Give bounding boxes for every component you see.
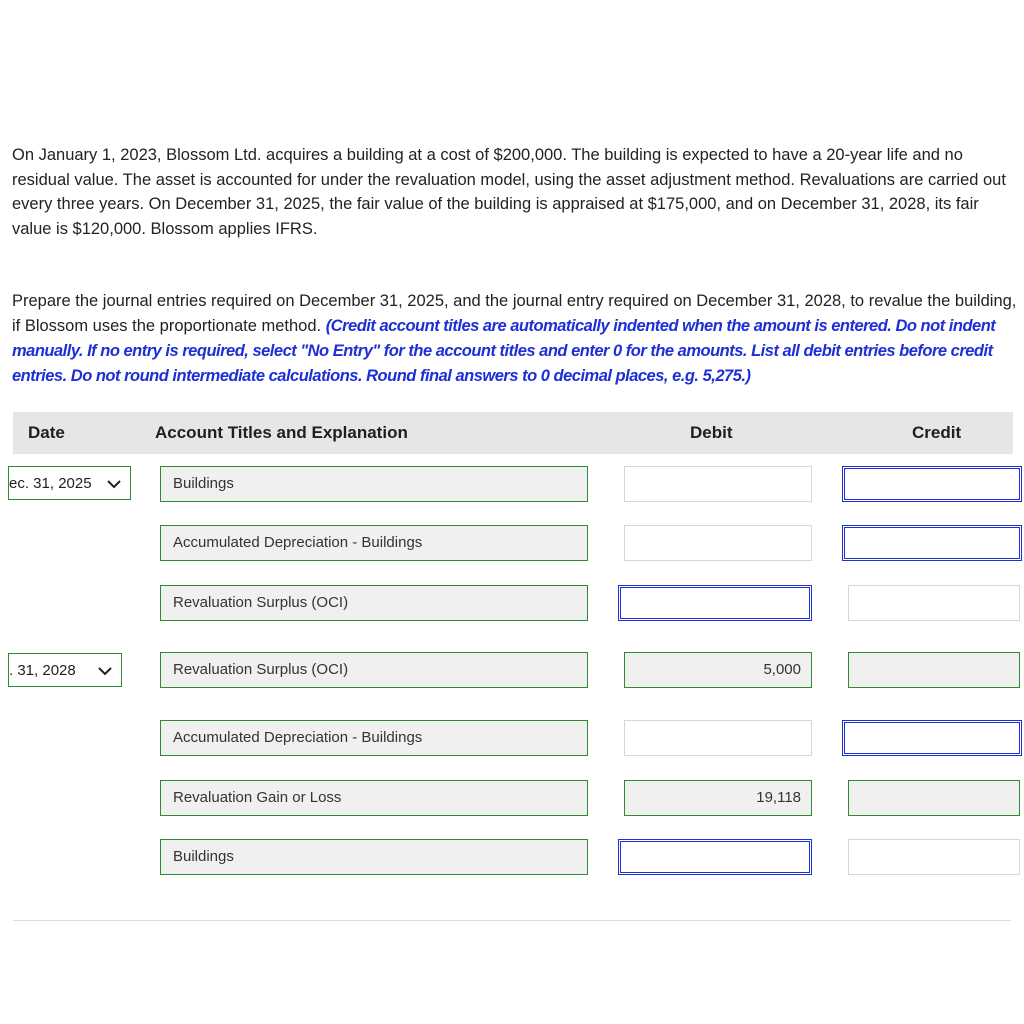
debit-input-row-2[interactable] — [624, 525, 812, 561]
debit-input-row-5[interactable] — [624, 720, 812, 756]
account-field-row-7[interactable]: Buildings — [160, 839, 588, 875]
credit-input-row-3[interactable] — [848, 585, 1020, 621]
header-credit: Credit — [912, 423, 962, 442]
account-field-row-5[interactable]: Accumulated Depreciation - Buildings — [160, 720, 588, 756]
account-field-row-1[interactable]: Buildings — [160, 466, 588, 502]
debit-input-row-4[interactable]: 5,000 — [624, 652, 812, 688]
instructions — [12, 289, 1018, 389]
account-field-row-4[interactable]: Revaluation Surplus (OCI) — [160, 652, 588, 688]
debit-input-row-3[interactable] — [618, 585, 812, 621]
date-select-value: ec. 31, 2025 — [9, 475, 92, 492]
table-header — [13, 412, 1013, 454]
instruction-text: Prepare the journal entries required on December 31, 2025, and the journal entry required on December 31, 2028, to revalue the building, if Blossom uses the proportionate method. — [12, 292, 1017, 335]
account-field-row-3[interactable]: Revaluation Surplus (OCI) — [160, 585, 588, 621]
credit-input-row-2[interactable] — [842, 525, 1022, 561]
credit-input-row-7[interactable] — [848, 839, 1020, 875]
date-select-value: . 31, 2028 — [9, 662, 76, 679]
date-select-entry-1[interactable] — [8, 466, 131, 500]
account-field-row-2[interactable]: Accumulated Depreciation - Buildings — [160, 525, 588, 561]
credit-input-row-5[interactable] — [842, 720, 1022, 756]
problem-statement: On January 1, 2023, Blossom Ltd. acquires a building at a cost of $200,000. The building is expected to have a 20-year life and no residual value. The asset is accounted for under the revaluation model, using the asset adjustment method. Revaluations are carried out every three years. On December 31, 2025, the fair value of the building is appraised at $175,000, and on December 31, 2028, its fair value is $120,000. Blossom applies IFRS. — [12, 146, 1006, 238]
table-bottom-divider — [13, 920, 1011, 921]
debit-input-row-6[interactable]: 19,118 — [624, 780, 812, 816]
credit-input-row-1[interactable] — [842, 466, 1022, 502]
instruction-hint: (Credit account titles are automatically indented when the amount is entered. Do not indent manually. If no entry is required, select "No Entry" for the account titles and enter 0 for the amounts. List all debit entries before credit entries. Do not round intermediate calculations. Round final answers to 0 decimal places, e.g. 5,275.) — [12, 317, 996, 385]
chevron-down-icon — [97, 654, 113, 687]
header-debit: Debit — [690, 423, 733, 442]
header-account: Account Titles and Explanation — [155, 423, 408, 442]
date-select-entry-2[interactable] — [8, 653, 122, 687]
chevron-down-icon — [106, 467, 122, 500]
header-date: Date — [28, 423, 65, 442]
credit-input-row-4[interactable] — [848, 652, 1020, 688]
credit-input-row-6[interactable] — [848, 780, 1020, 816]
debit-input-row-7[interactable] — [618, 839, 812, 875]
account-field-row-6[interactable]: Revaluation Gain or Loss — [160, 780, 588, 816]
debit-input-row-1[interactable] — [624, 466, 812, 502]
